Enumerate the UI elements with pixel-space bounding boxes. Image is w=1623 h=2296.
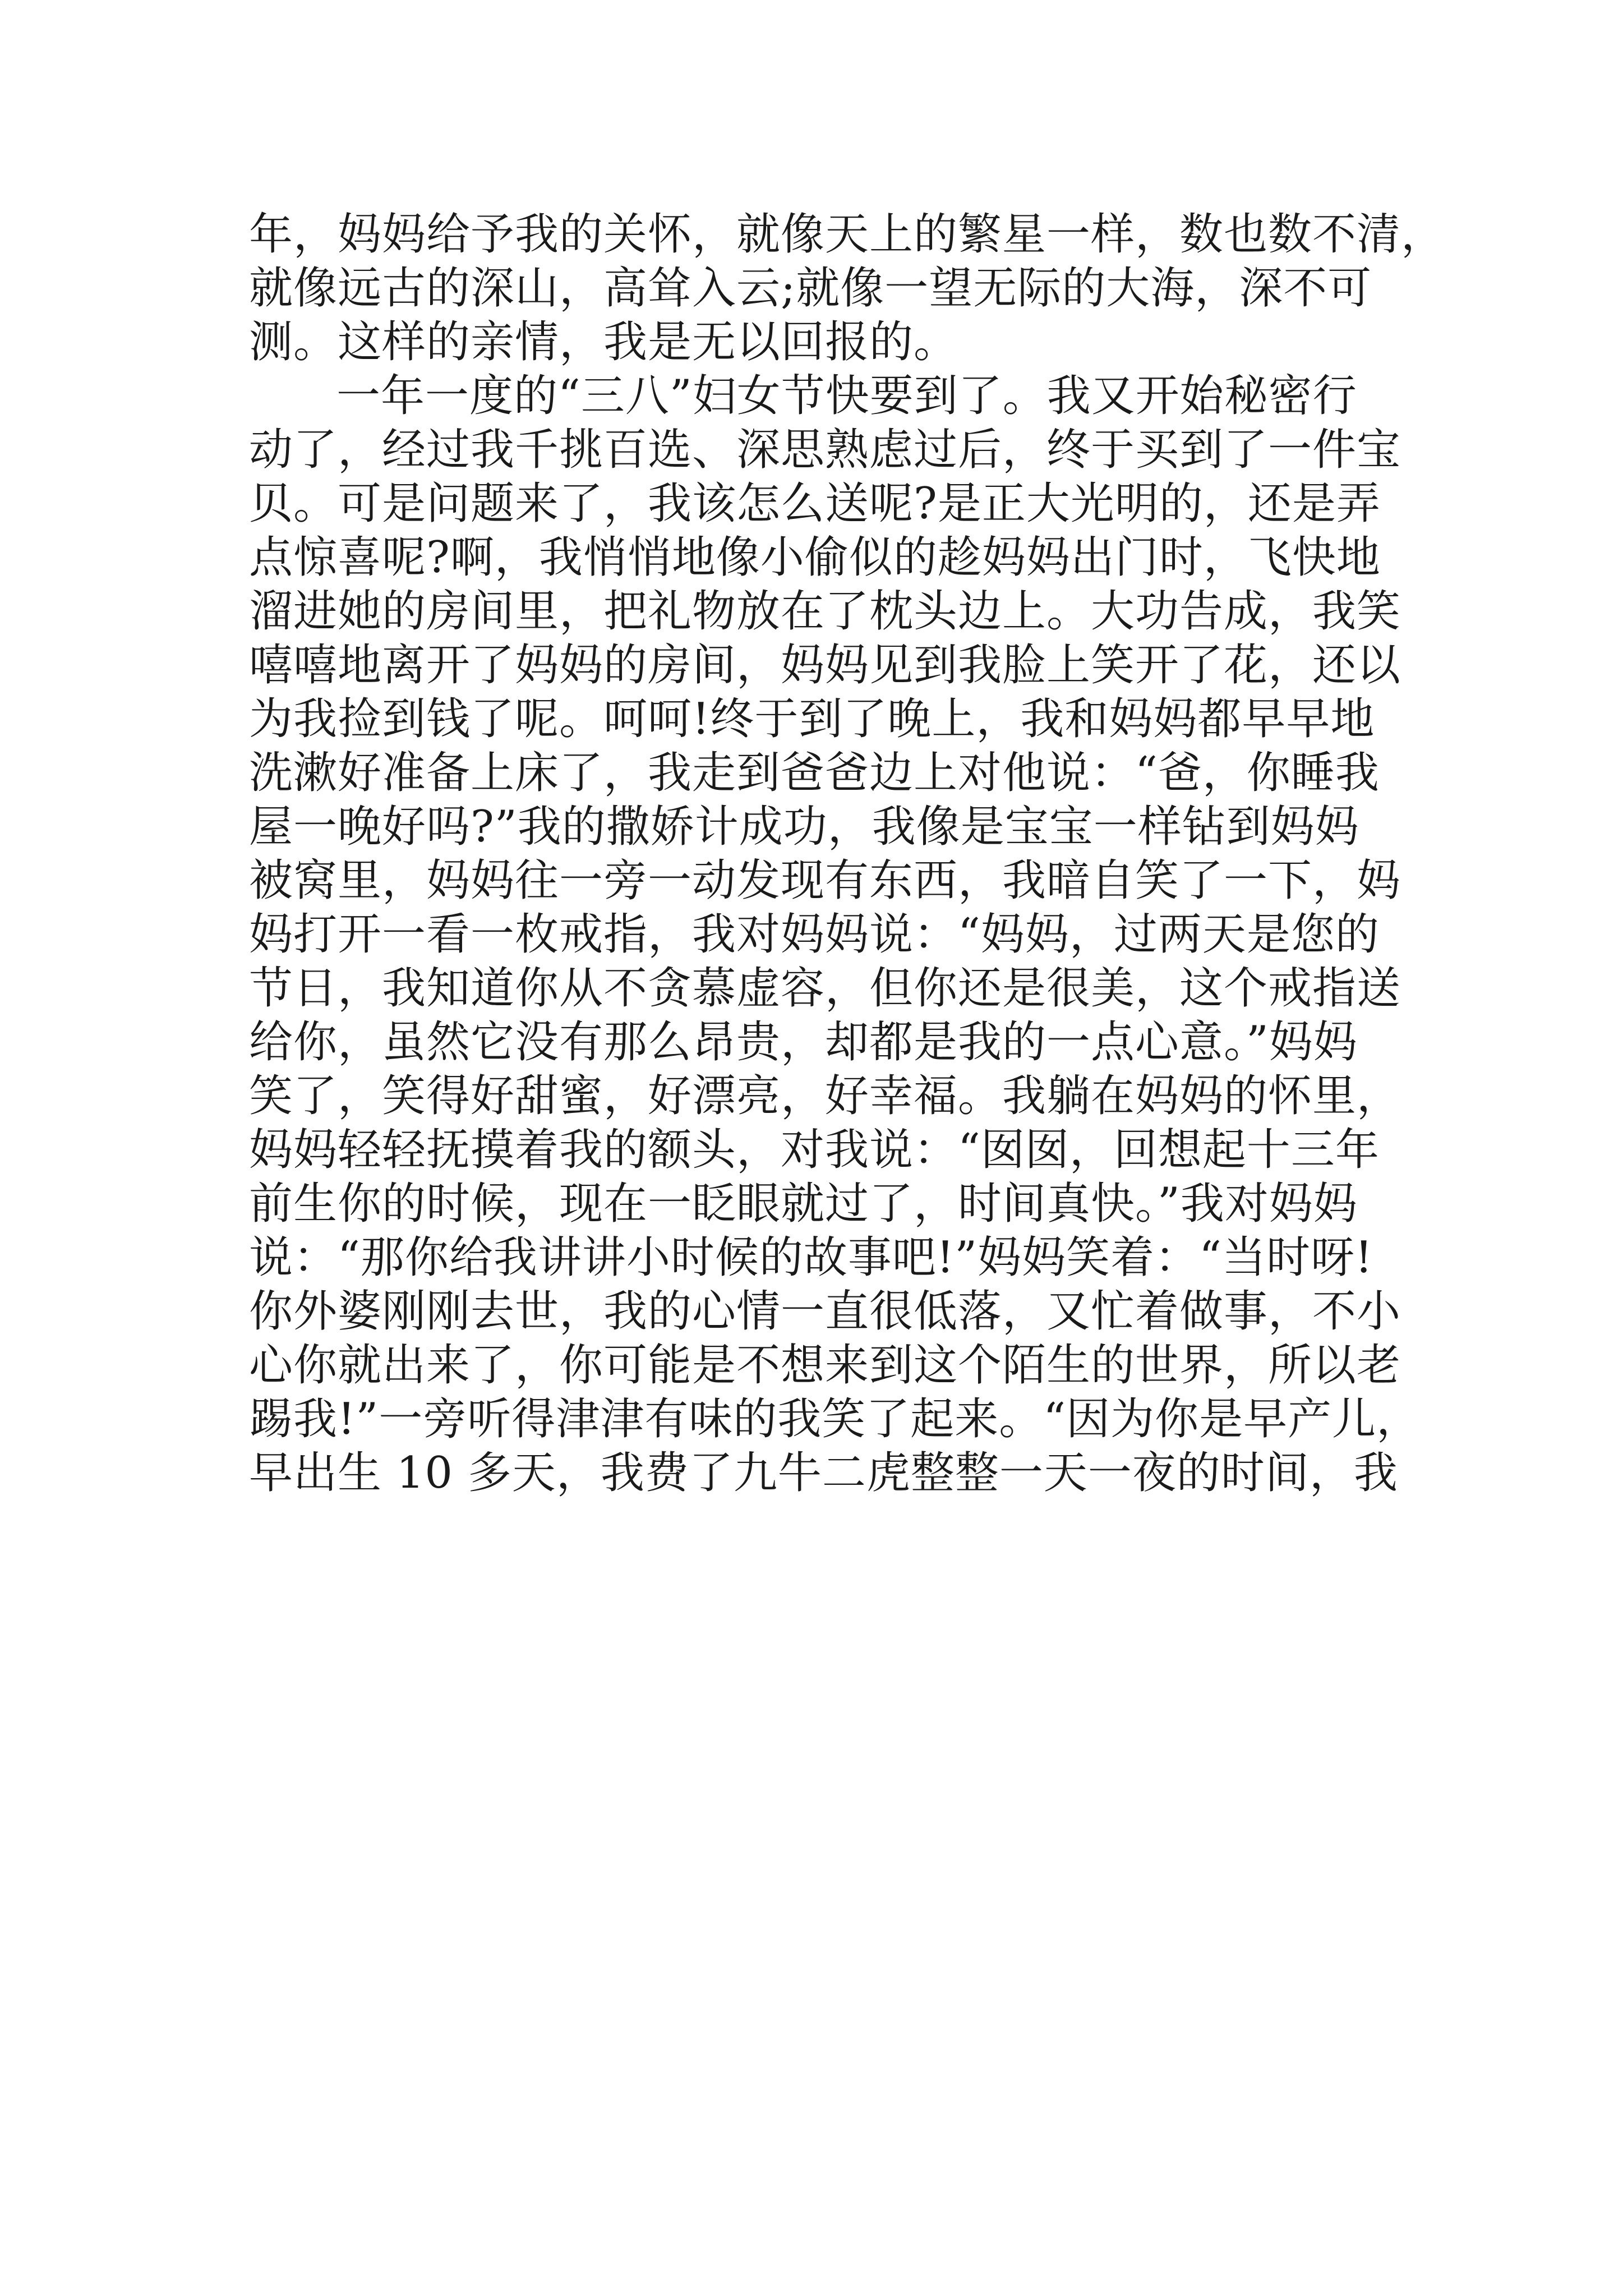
text-line: 为我捡到钱了呢。呵呵!终于到了晚上，我和妈妈都早早地 — [249, 694, 1375, 744]
text-line: 贝。可是问题来了，我该怎么送呢?是正大光明的，还是弄 — [249, 478, 1381, 529]
text-line: 你外婆刚刚去世，我的心情一直很低落，又忙着做事，不小 — [249, 1286, 1401, 1337]
text-line: 踢我!”一旁听得津津有味的我笑了起来。“因为你是早产儿， — [249, 1394, 1421, 1444]
text-line: 屋一晚好吗?”我的撒娇计成功，我像是宝宝一样钻到妈妈 — [249, 802, 1359, 852]
text-line: 笑了，笑得好甜蜜，好漂亮，好幸福。我躺在妈妈的怀里， — [249, 1071, 1401, 1121]
text-line: 点惊喜呢?啊，我悄悄地像小偷似的趁妈妈出门时，飞快地 — [249, 532, 1381, 583]
text-line: 妈打开一看一枚戒指，我对妈妈说：“妈妈，过两天是您的 — [249, 909, 1380, 960]
text-line: 前生你的时候，现在一眨眼就过了，时间真快。”我对妈妈 — [249, 1179, 1358, 1229]
text-line: 说：“那你给我讲讲小时候的故事吧!”妈妈笑着：“当时呀! — [249, 1232, 1373, 1283]
text-line: 嘻嘻地离开了妈妈的房间，妈妈见到我脸上笑开了花，还以 — [249, 640, 1401, 691]
text-line: 妈妈轻轻抚摸着我的额头，对我说：“囡囡，回想起十三年 — [249, 1125, 1380, 1175]
text-line: 动了，经过我千挑百选、深思熟虑过后，终于买到了一件宝 — [249, 425, 1401, 475]
text-line: 一年一度的“三八”妇女节快要到了。我又开始秘密行 — [336, 371, 1357, 421]
text-line: 就像远古的深山，高耸入云;就像一望无际的大海，深不可 — [249, 263, 1372, 314]
text-line: 洗漱好准备上床了，我走到爸爸边上对他说：“爸，你睡我 — [249, 748, 1380, 798]
text-line: 年，妈妈给予我的关怀，就像天上的繁星一样，数也数不清， — [249, 209, 1446, 260]
text-line: 溜进她的房间里，把礼物放在了枕头边上。大功告成，我笑 — [249, 586, 1401, 637]
text-line: 早出生 10 多天，我费了九牛二虎整整一天一夜的时间，我 — [249, 1448, 1398, 1498]
text-line: 节日，我知道你从不贪慕虚容，但你还是很美，这个戒指送 — [249, 963, 1401, 1014]
document-body — [249, 208, 1446, 1500]
text-line: 被窝里，妈妈往一旁一动发现有东西，我暗自笑了一下，妈 — [249, 855, 1401, 906]
text-line: 测。这样的亲情，我是无以回报的。 — [249, 317, 958, 367]
text-line: 给你，虽然它没有那么昂贵，却都是我的一点心意。”妈妈 — [249, 1017, 1358, 1068]
text-line: 心你就出来了，你可能是不想来到这个陌生的世界，所以老 — [249, 1340, 1401, 1391]
